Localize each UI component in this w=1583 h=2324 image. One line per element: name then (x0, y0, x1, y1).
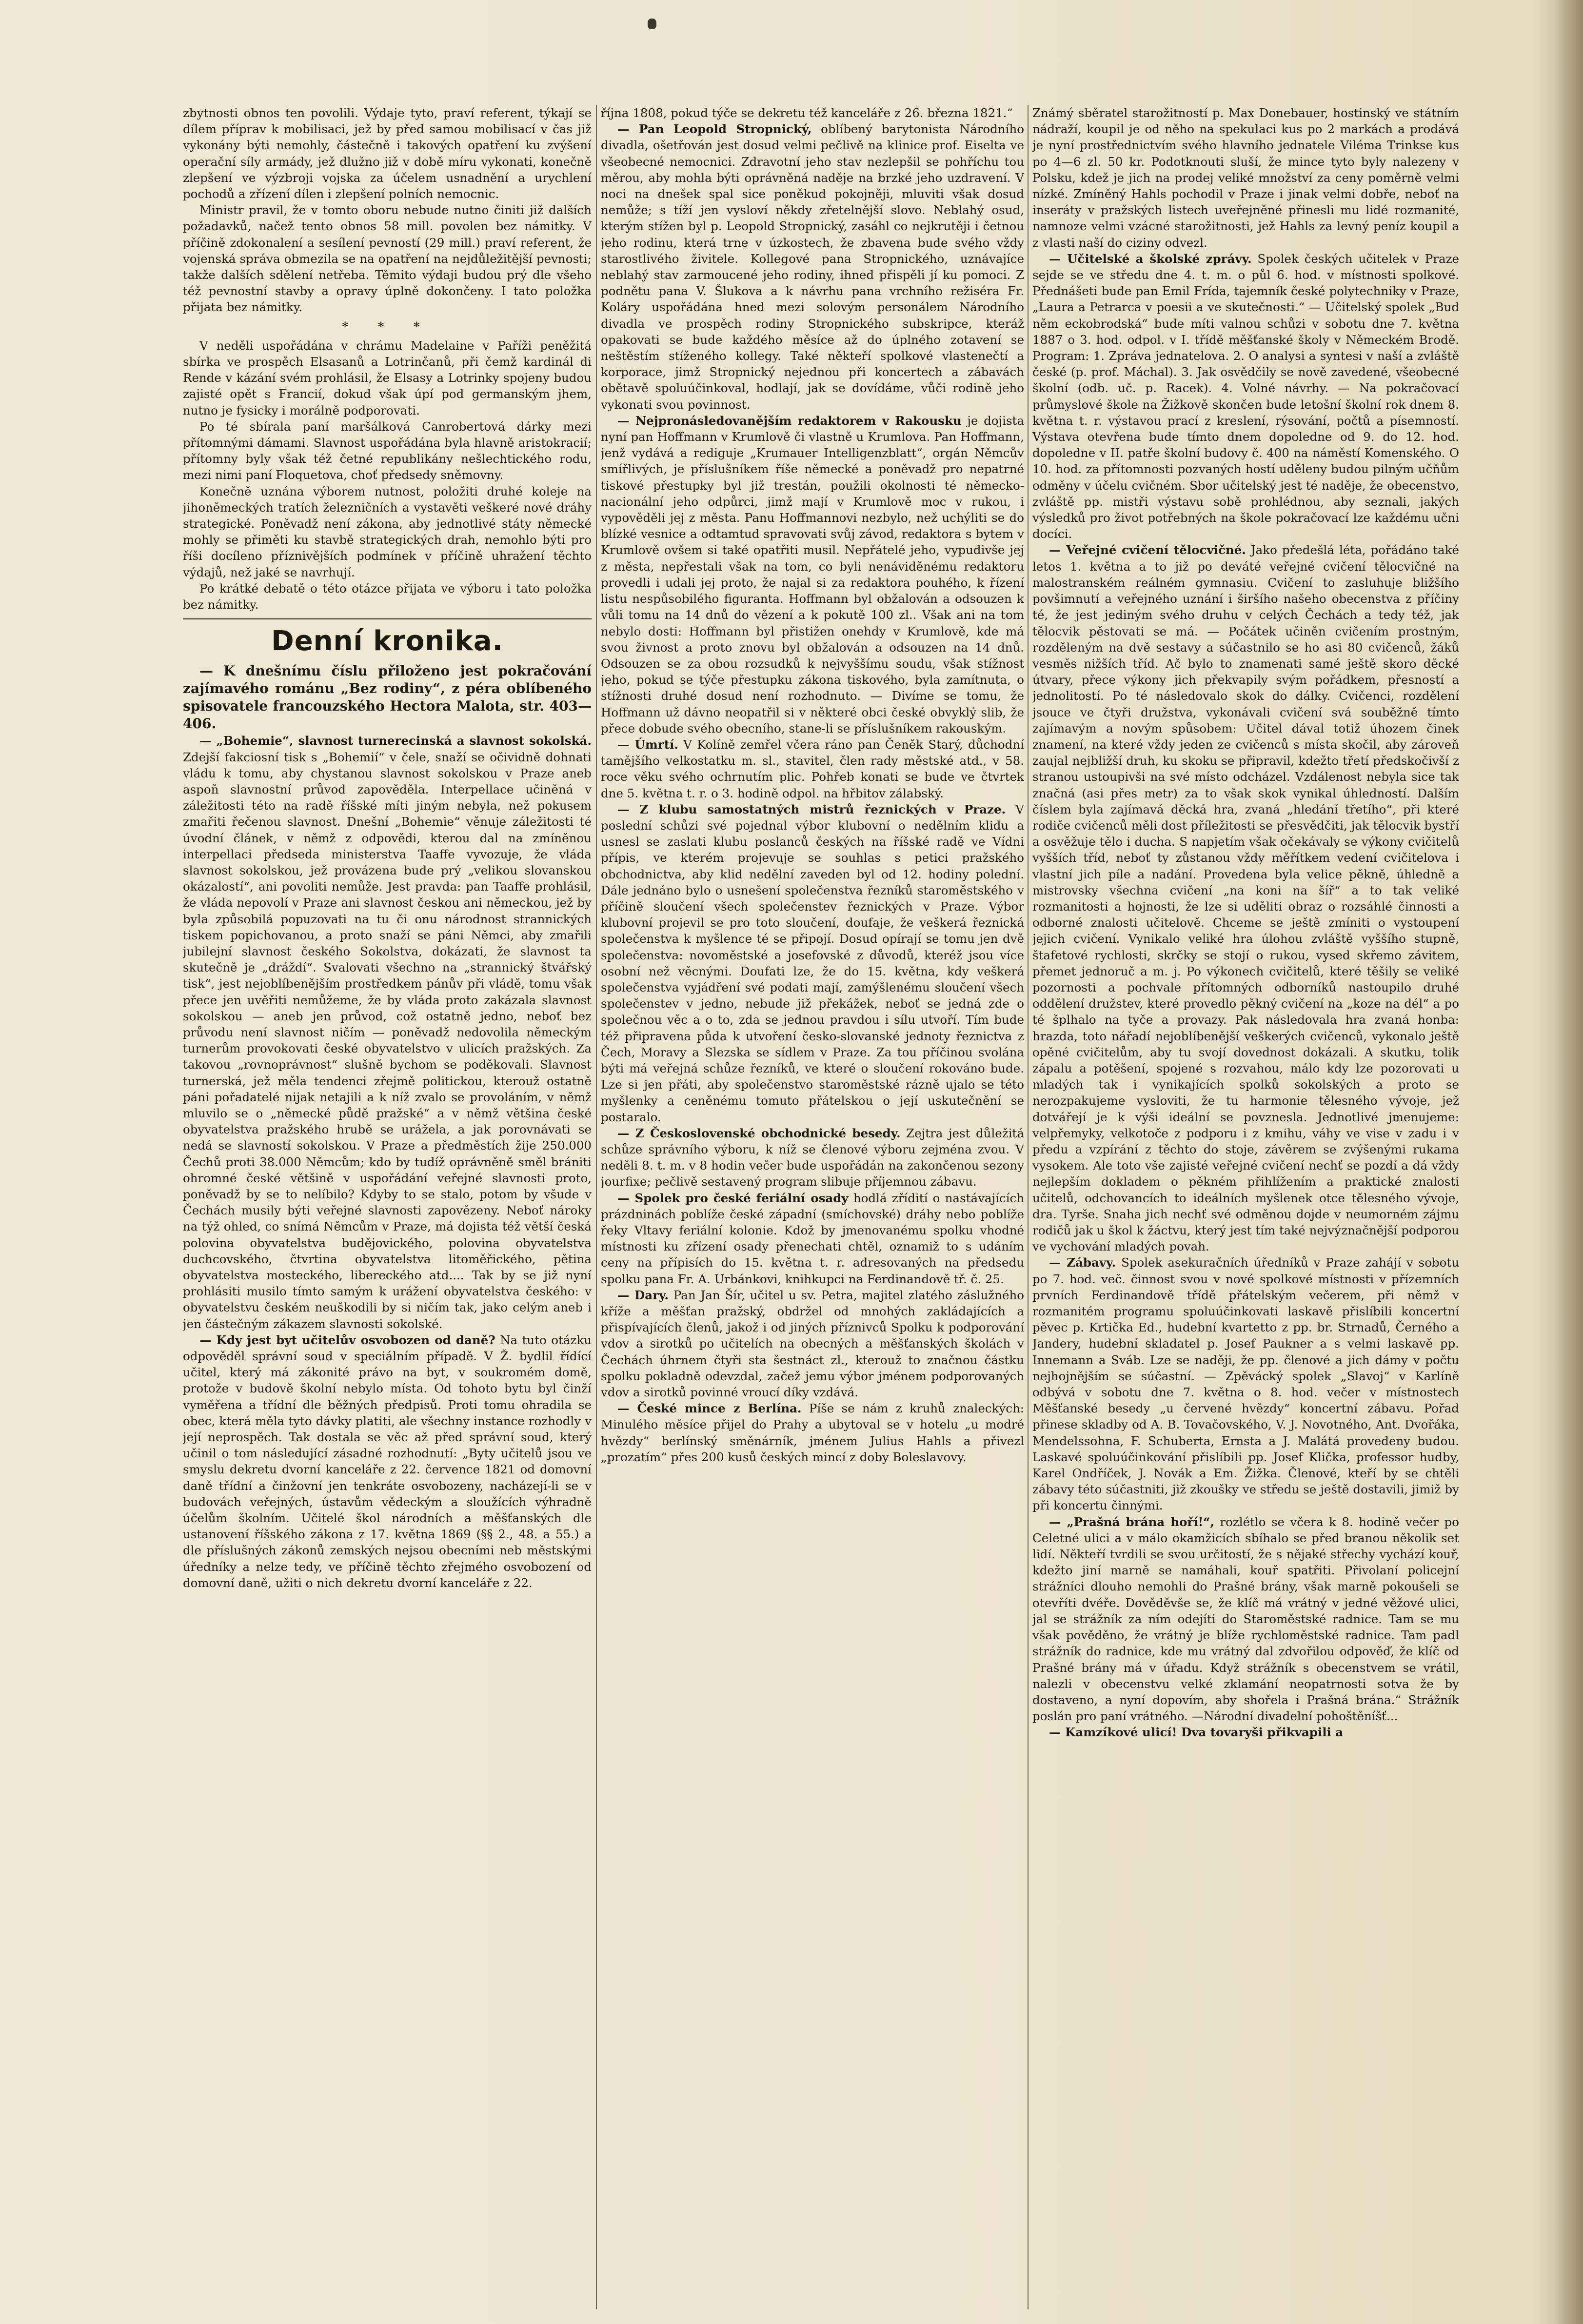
column-3 (1032, 105, 1459, 2309)
column-rule (1028, 105, 1029, 2309)
news-item-body: V Kolíně zemřel včera ráno pan Čeněk Starý, důchodní tamějšího velkostatku m. sl., stavitel, člen rady městské atd., v 58. roce věku svého ochrnutím plic. Pohřeb konati se bude ve čtvrtek dne 5. května t. r. o 3. hodině odpol. na hřbitov zálabský. (601, 737, 1024, 800)
paragraph: Ministr pravil, že v tomto oboru nebude nutno činiti již dalších požadavků, načež tento obnos 58 mill. povolen bez námitky. V příčině zdokonalení a sesílení pevností (29 mill.) praví referent, že vojenská správa obmezila se na opatření na nejdůležitější pevnosti; takže dalších sdělení netřeba. Těmito výdaji budou prý dle všeho též pevnostní stavby a opravy úplně dokončeny. I tato položka přijata bez námitky. (183, 203, 592, 315)
news-item-heading: — Dary. (617, 1288, 669, 1302)
news-item-body: hodlá zřídití o nastávajících prázdninách poblíže české západní (smíchovské) dráhy nebo poblíže řeky Vltavy feriální kolonie. Kdož by jmenovanému spolku vhodné místnosti ku zřízení osady přenechati chtěl, oznamiž to s udáním ceny na přípisích do 15. května t. r. adresovaných na předsedu spolku pana Fr. A. Urbánkovi, knihkupci na Ferdinandově tř. č. 25. (601, 1191, 1024, 1286)
page-edge-shadow (1554, 0, 1583, 2324)
news-item-heading: — Z klubu samostatných mistrů řeznických v Praze. (617, 802, 1006, 816)
news-item-body: Píše se nám z kruhů znaleckých: Minulého měsíce přijel do Prahy a ubytoval se v hotelu „u modré hvězdy“ berlínský směnárník, jménem Julius Hahls a přivezl „prozatím“ přes 200 kusů českých mincí z doby Boleslavovy. (601, 1401, 1024, 1464)
news-item-heading: — Spolek pro české feriální osady (617, 1191, 849, 1205)
news-item (183, 1332, 592, 1591)
paragraph: října 1808, pokud týče se dekretu též kanceláře z 26. března 1821.“ (601, 106, 1013, 120)
news-item-body: Zejtra jest důležitá schůze správního výboru, k níž se členové výboru zejména zvou. V neděli 8. t. m. v 8 hodin večer bude uspořádán na zakončenou sezony jourfixe; pečlivě sestavený program slibuje příjemnou zábavu. (601, 1126, 1024, 1189)
news-item-body: V poslední schůzi své pojednal výbor klubovní o nedělním klidu a usnesl se zaslati klubu poslanců českých na říšské radě ve Vídni přípis, ve kterém projevuje se souhlas s petici pražského obchodnictva, aby klid nedělní zaveden byl od 12. hodiny polední. Dále jednáno bylo o usnešení společenstva řezníků staroměstského v příčině sloučení všech společenstev řeznických v Praze. Výbor klubovní projevil se pro toto sloučení, doufaje, že veškerá řeznická společenstva k myšlence té se připojí. Dosud opírají se tomu jen dvě společenstva: novoměstské a josefovské z důvodů, kteréž jsou více osobní než věcnými. Doufati lze, že do 15. května, kdy veškerá společenstva vyjádření své podati mají, zamýšlenému sloučení všech společenstev v jedno, nebude již překážek, neboť se jedná zde o společnou věc a o to, zda se jednou pravdou i sílu utvoří. Tím bude též připravena půda k utvoření česko-slovanské jednoty řeznictva z Čech, Moravy a Slezska se sídlem v Praze. Za tou příčinou svolána býti má veřejná schůze řezníků, ve které o sloučení rokováno bude. Lze si jen přáti, aby společenstvo staroměstské rázně ujalo se této myšlenky a ceněnému tomuto přátelskou o její uskutečnění se postaralo. (601, 802, 1024, 1124)
news-item (1032, 251, 1459, 542)
news-item (1032, 1724, 1459, 1740)
news-item (601, 1190, 1024, 1287)
news-item (601, 1125, 1024, 1190)
section-headline: Denní kronika. (271, 625, 503, 657)
news-item-heading: — Kdy jest byt učitelův osvobozen od daně? (199, 1332, 495, 1347)
news-item-body: Zdejší fakciosní tisk s „Bohemií“ v čele, snaží se očividně dohnati vládu k tomu, aby chystanou slavnost sokolskou v Praze aneb aspoň slavnostní průvod zapověděla. Interpellace učiněná v záležitosti této na radě říšské míti jiným nebyla, než pokusem zmařiti řečenou slavnost. Dnešní „Bohemie“ věnuje záležitosti té úvodní článek, v němž z odpovědi, kterou dal na zmíněnou interpellaci předseda ministerstva Taaffe vyvozuje, že vláda slavnost sokolskou, jež provázena bude prý „velikou slovanskou okázalostí“, ani povoliti nemůže. Jest pravda: pan Taaffe prohlásil, že vláda nepovolí v Praze ani slavnost českou ani německou, jež by byla způsobilá popuzovati na tu či onu národnost strannických tiskem popichovanou, a proto snaží se páni Němci, aby zmařili jubilejní slavnost českého Sokolstva, dokázati, že slavnost ta skutečně je „dráždí“. Svalovati všechno na „strannický štvářský tisk“, jest nejoblíbenějším prostředkem pánův při vládě, tomu však přece jen uvěřiti nemůžeme, že by vláda proto zakázala slavnost sokolskou — aneb jen průvod, což ostatně jedno, neboť bez průvodu není slavnost ničím — poněvadž nedovolila německým turnerům provokovati české obyvatelstvo v ulicích pražských. Za takovou „rovnoprávnost“ slušně bychom se poděkovali. Slavnost turnerská, jež měla tendenci zřejmě politickou, kterouž ostatně páni pořadatelé nijak netajili a k níž zvalo se provoláním, v němž mluvilo se o „německé půdě pražské“ a v němž většina české obyvatelstva pražského hrubě se urážela, a jak porovnávati se nedá se slavností sokolskou. V Praze a předměstích žije 250.000 Čechů proti 38.000 Němcům; kdo by tudíž oprávněně směl brániti ohromné české většině v uspořádání veřejné slavnosti proto, poněvadž by se to nelíbilo? Kdyby to se stalo, potom by všude v Čechách musily býti veřejné slavnosti zapovězeny. Neboť nároky na týž ohled, co snímá Němcům v Praze, má dojista též větší česká polovina obyvatelstva budějovického, polovina obyvatelstva duchcovského, čtvrtina obyvatelstva litoměřického, pětina obyvatelstva mosteckého, libereckého atd.... Tak by se již nyní prohlásiti musilo tímto samým k urážení obyvatelstva českého: v obyvatelstvu českém neuškodili by si ničím tak, jako celým aneb i jen částečným zákazem slavnosti sokolské. (183, 750, 592, 1331)
column-rule (596, 105, 597, 2309)
section-rule (183, 618, 592, 619)
paragraph: Známý sběratel starožitností p. Max Donebauer, hostinský ve státním nádraží, koupil je od něho na spekulaci kus po 2 markách a prodává je nyní prostřednictvím svého hlavního jednatele Viléma Trinkse kus po 4—6 zl. 50 kr. Podotknouti sluší, že mince tyto byly nalezeny v Polsku, kdež je jich na prodej veliké množství za ceny poměrně velmi nízké. Zmíněný Hahls pochodil v Praze i jinak velmi dobře, neboť na inseráty v pražských listech uveřejněné přinesli mu lidé rozmanité, namnoze velmi vzácné starožitnosti, jež Hahls za levný peníz koupil a z vlasti naší do ciziny odvezl. (1032, 106, 1459, 250)
news-item-heading: — Kamzíkové ulicí! Dva tovaryši přikvapili a (1049, 1725, 1344, 1740)
column-1 (183, 105, 592, 2309)
news-item-body: rozlétlo se včera k 8. hodině večer po Celetné ulici a v málo okamžicích sbíhalo se před branou několik set lidí. Někteří tvrdili se svou určitostí, že s nějaké střechy vychází kouř, kdežto jiní marně se namáhali, kouř spatřiti. Přivolaní policejní strážníci dlouho nemohli do Prašné brány, však marně pokoušeli se otevříti dvéře. Dověděvše se, že klíč má vrátný v jedné věžové ulici, jal se strážník za ním odejíti do Staroměstské radnice. Tam se mu však pověděno, že vrátný je blíže rychloměstské radnice. Tam padl strážník do radnice, kde mu vrátný dal zdvořilou odpověď, že klíč od Prašné brány má v úřadu. Když strážník s obecenstvem se vrátil, nalezli v obecenstvu velké zklamání neopatrnosti sotva že by dostaveno, a nyní dopovím, aby shořela i Prašná brána.“ Strážník poslán pro paní vrátného. —Národní divadelní pohoštěníšť... (1032, 1514, 1459, 1724)
news-item (601, 413, 1024, 736)
news-item (1032, 1514, 1459, 1725)
news-item (1032, 542, 1459, 1254)
news-item (601, 1287, 1024, 1400)
paragraph: Konečně uznána výborem nutnost, položiti druhé koleje na jihoněmeckých tratích železničních a vystavěti veškeré nové dráhy strategické. Poněvadž není zákona, aby jednotlivé státy německé mohly se přiměti ku stavbě strategických drah, nemohlo býti pro říši docíleno příznivějších podmínek v příčině uhražení těchto výdajů, než jaké se navrhují. (183, 484, 592, 579)
news-item-body: Spolek českých učitelek v Praze sejde se ve středu dne 4. t. m. o půl 6. hod. v místnosti spolkové. Přednášeti bude pan Emil Frída, tajemník české polytechniky v Praze, „Laura a Petrarca v poesii a ve skutečnosti.“ — Učitelský spolek „Buď něm eckobrodská“ bude míti valnou schůzi v sobotu dne 7. května 1887 o 3. hod. odpol. v I. třídě měšťanské školy v Německém Brodě. Program: 1. Zpráva jednatelova. 2. O analysi a syntesi v naší a zvláště české (p. prof. Máchal). 3. Jak osvědčily se nově zavedené, všeobecné školní (odb. uč. p. Racek). 4. Volné návrhy. — Na pokračovací průmyslové škole na Žižkově skončen bude letošní školní rok dnem 8. května t. r. výstavou prací z kreslení, rýsování, počtů a písemností. Výstava otevřena bude tímto dnem dopoledne od 9. do 12. hod. dopoledne v II. patře školní budovy č. 400 na náměstí Komenského. O 10. hod. za přítomnosti pozvaných hostí uděleny budou pilným učňům odměny v účelu cvičném. Sbor učitelský jest té naděje, že obecenstvo, zvláště pp. mistři výstavu sobě prohlédnou, aby seznali, jakých výsledků pro život potřebných na škole pokračovací lze každému učni docíci. (1032, 251, 1459, 541)
news-item-heading: — „Bohemie“, slavnost turnerecinská a slavnost sokolská. (199, 734, 592, 748)
news-item-heading: — Pan Leopold Stropnický, (617, 122, 812, 137)
news-item (1032, 1254, 1459, 1513)
lead-notice: — K dnešnímu číslu přiloženo jest pokračování zajímavého románu „Bez rodiny“, z péra oblíbeného spisovatele francouzského Hectora Malota, str. 403—406. (183, 663, 592, 732)
news-item-body: Spolek asekuračních úředníků v Praze zahájí v sobotu po 7. hod. več. činnost svou v nové spolkové místnosti v přízemních prvních Ferdinandově třídě přátelským večerem, při němž v rozmanitém programu spoluúčinkovati laskavě přislíbili koncertní pěvec p. Krtička Ed., hudební kvartetto z pp. br. Strnadů, Černého a Jandery, hudební skladatel p. Josef Paukner a s velmi laskavě pp. Innemann a Sváb. Lze se naději, že pp. členové a jich dámy v počtu nejhojnějším se súčastní. — Zpěvácký spolek „Slavoj“ v Karlíně odbývá v sobotu dne 7. května o 8. hod. večer v místnostech Měšťanské besedy „u červené hvězdy“ koncertní zábavu. Pořad přinese skladby od A. B. Tovačovského, V. J. Novotného, Ant. Dvořáka, Mendelssohna, F. Schuberta, Ernsta a J. Malátá provedeny budou. Laskavé spoluúčinkování přislíbili pp. Josef Klička, professor hudby, Karel Ondříček, J. Novák a Em. Žižka. Členové, kteří by se chtěli zábavy této súčastniti, již zkoušky ve středu se ještě dostavili, jimiž by při koncertu činnými. (1032, 1255, 1459, 1513)
news-item-heading: — Nejpronásledovanějším redaktorem v Rakousku (617, 413, 962, 428)
news-item (601, 801, 1024, 1125)
news-item-heading: — „Prašná brána hoří!“, (1049, 1514, 1215, 1529)
news-item-heading: — Učitelské a školské zprávy. (1049, 251, 1252, 266)
paragraph: Po té sbírala paní maršálková Canrobertová dárky mezi přítomnými dámami. Slavnost uspořádána byla hlavně aristokracií; přítomny byly však též četné republikány nešlechtického rodu, mezi nimi paní Floquetova, choť předsedy sněmovny. (183, 419, 592, 482)
paragraph: Po krátké debatě o této otázce přijata ve výboru i tato položka bez námitky. (183, 581, 592, 612)
news-item (601, 1400, 1024, 1465)
news-item (601, 121, 1024, 413)
news-item-heading: — České mince z Berlína. (617, 1401, 802, 1416)
news-item (601, 736, 1024, 801)
news-item-body: Na tuto otázku odpověděl správní soud v speciálním případě. V Ž. bydlil řídící učitel, který má zákonité právo na byt, v soukromém domě, protože v budově školní nebylo místa. Od tohoto bytu byl činží vyměřena a třídní dle běžných předpisů. Proti tomu ohradila se obec, která měla tyto dávky platiti, ale všechny instance rozhodly v její neprospěch. Tak dostala se věc až před správní soud, který učinil o tom následující zásadné rozhodnutí: „Byty učitelů jsou ve smyslu dekretu dvorní kanceláře z 22. července 1821 od domovní daně třídní a činžovní jen tenkráte osvobozeny, nacházejí-li se v budovách veřejných, ústavům vědeckým a sloužících výhradně účelům školním. Učitelé škol národních a měšťanských dle ustanovení říšského zákona z 17. května 1869 (§§ 2., 48. a 55.) a dle příslušných zákonů zemských nejsou obecními neb městskými úředníky a nelze tedy, ve příčině těchto zřejmého osvobození od domovní daně, užiti o nich dekretu dvorní kanceláře z 22. (183, 1332, 592, 1590)
column-2 (601, 105, 1024, 2309)
news-item-heading: — Zábavy. (1049, 1255, 1116, 1270)
paragraph: V neděli uspořádána v chrámu Madelaine v Paříži peněžitá sbírka ve prospěch Elsasanů a Lotrinčanů, při čemž kardinál di Rende v kázání svém prohlásil, že Elsasy a Lotrinky spojeny budou zajisté opět s Francií, dokud však úpí pod germanským jhem, nutno je fysicky i morálně podporovati. (183, 338, 592, 417)
news-item (183, 733, 592, 1332)
news-item-heading: — Úmrtí. (617, 737, 678, 752)
paragraph: zbytnosti obnos ten povolili. Výdaje tyto, praví referent, týkají se dílem příprav k mobilisaci, jež by před samou mobilisací v čas již vykonány býti nemohly, částečně i takových opatření ku zvýšení operační síly armády, jež dlužno již v době míru vykonati, konečně zlepšení ve výzbroji vojska za účelem usnadnění a urychlení pochodů a zřízení dílen i zlepšení polních nemocnic. (183, 106, 592, 201)
news-item-heading: — Z Československé obchodnické besedy. (617, 1126, 901, 1140)
news-item-heading: — Veřejné cvičení tělocvičné. (1049, 543, 1246, 557)
news-item-body: oblíbený barytonista Národního divadla, ošetřován jest dosud velmi pečlivě na klinice prof. Eiselta ve všeobecné nemocnici. Zdravotní jeho stav nezlepšil se pohříchu tou měrou, aby mohla býti oprávněná naděje na brzké jeho uzdravení. V noci na dnešek spal sice poněkud pokojněji, mluviti však dosud nemůže; s tíží jen vysloví někdy zřetelnější slovo. Neblahý osud, kterým stížen byl p. Leopold Stropnický, zasáhl co nejkrutěji i četnou jeho rodinu, která trne v úzkostech, že zbavena bude svého vždy starostlivého živitele. Kollegové pana Stropnického, uznávajíce neblahý stav zarmoucené jeho rodiny, ihned přispěli jí ku pomoci. Z podnětu pana V. Šlukova a k návrhu pana vrchního režiséra Fr. Koláry uspořádána hned mezi solovým personálem Národního divadla ve prospěch rodiny Stropnického subskripce, kteráž opakovati se bude každého měsíce až do úplného zotavení se neštěstím stíženého kollegy. Také někteří spolkové vlastenečtí a korporace, jimž Stropnický nejednou při koncertech a zábavách obětavě spoluúčinkoval, hodlají, jak se dovídáme, vůči rodině jeho vykonati svou povinnost. (601, 122, 1024, 412)
news-item-body: Jako předešlá léta, pořádáno také letos 1. května a to již po deváté veřejné cvičení tělocvičné na malostranském reálném gymnasiu. Cvičení to zasluhuje bližšího povšimnutí a veřejného uznání i širšího našeho obecenstva z příčiny té, že jest jediným svého druhu v celých Čechách a tedy též, jak tělocvik pěstovati se má. — Počátek učiněn cvičením prostným, rozděleným na dvě sestavy a súčastnilo se ho asi 80 cvičenců, žáků vesměs nižších tříd. Ač bylo to znamenati samé ještě skoro děcké útvary, přece výkony jich překvapily svým pořádkem, přesností a jednolitostí. Po té následovalo skok do dálky. Cvičenci, rozdělení jsouce ve čtyři družstva, vykonávali cvičení svá souběžně tímto zajímavým a novým spůsobem: Učitel dával totiž úhozem činek znamení, na které vždy jeden ze cvičenců s místa skočil, aby zároveň zaujal nejbližší druh, ku skoku se připravil, kdežto třetí předskočivší z stranou ustoupivši na své místo odcházel. Vzdálenost nebyla sice tak značná (asi přes metr) za to však skok vynikal úhledností. Dalším číslem byla zajímavá děcká hra, zvaná „hledání třetího“, při které rodiče cvičenců měli dost příležitosti se přesvědčiti, jak tělocvik bystří a osvěžuje tělo i ducha. S napjetím však očekávaly se výkony cvičitelů vyšších tříd, neboť ty zůstanou vždy měřítkem vedení cvičitelova i vlastní jich píle a nadání. Provedena byla velice pěkně, úhledně a mistrovsky všechna cvičení „na koni na šíř“ a to tak veliké rozmanitosti a hojnosti, že lze si uděliti obraz o rozsáhlé činnosti a odborné znalosti učitelově. Chceme se ještě zmíniti o vystoupení jejich cvičení. Vynikalo veliké hra úlohou zvláště vyššího stupně, štafetové rychlosti, skrčky se stojí o rukou, vysed skřemo závitem, přemet jednoruč a m. j. Po výkonech cvičitelů, které těšily se veliké pozornosti a pochvale přítomných odborníků nastoupilo druhé oddělení družstev, které provedlo pěkný cvičení na „koze na dél“ a po té šplhalo na tyče a provazy. Pak následovala hra zvaná honba: hrazda, toto nářadí nejoblíbenější veškerých cvičenců, vykonalo ještě opěné cvičitelům, aby tu svojí dovednost dokázali. A skutku, tolik zápalu a potěšení, spojené s rozvahou, málo kdy lze pozorovati u mladých tak i vynikajících spolků sokolských a proto se nerozpakujeme vysloviti, že tu harmonie tělesného vývoje, jež dotvářejí je k výši ideální se povznesla. Jednotlivé jmenujeme: velpřemyky, velkotoče z podporu i z kmihu, váhy ve vise v zadu i v předu a vzpírání z těchto do stoje, závěrem se zvýšenými rukama vysokem. Ale toto vše zajisté veřejné cvičení nechť se pozdí a dá vždy nejlepším dokladem o pěkném přihlížením a praktické znalosti učitelů, odchovancích to ideálních myšlenek otce tělesného vývoje, dra. Tyrše. Snaha jich nechť své odměnou dojde v neumorném zájmu rodičů jak u škol k žáctvu, který jest tím také nejvýznačnější podporou ve vychování mladých povah. (1032, 543, 1459, 1254)
ink-blot (648, 19, 656, 29)
section-divider-stars: * * * (342, 319, 433, 334)
news-item-body: Pan Jan Šír, učitel u sv. Petra, majitel zlatého záslužného kříže a měšťan pražský, obdržel od mnohých zakládajících a přispívajících členů, jakož i od jiných příznivců Spolku k podporování vdov a sirotků po učitelích na obecných a měšťanských školách v Čechách úhrnem čtyři sta šestnáct zl., kterouž to značnou částku spolku pokladně odevzdal, začež jemu výbor jménem podporovaných vdov a sirotků povinné vroucí díky vzdává. (601, 1288, 1024, 1400)
news-item-body: je dojista nyní pan Hoffmann v Krumlově či vlastně u Krumlova. Pan Hoffmann, jenž vydává a rediguje „Krumauer Intelligenzblatt“, orgán Němcův smířlivých, je příslušníkem říše německé a poněvadž pro nepatrné tiskové přestupky byl již trestán, použili okolnosti té německo-nacionální jeho odpůrci, jimž mají v Krumlově moc v rukou, i vypověděli jej z města. Panu Hoffmannovi nezbylo, než uchýliti se do blízké vesnice a odtamtud spravovati svůj závod, redaktora s bytem v Krumlově ovšem si také opatřiti musil. Nepřátelé jeho, vypudivše jej z města, nepřestali však na tom, co byli nenáviděnému redaktoru provedli i udali jej proto, že najal si za redaktora pouhého, k řízení listu nespůsobilého figuranta. Hoffmann byl obžalován a odsouzen k vůli tomu na 14 dnů do vězení a k pokutě 100 zl.. Však ani na tom nebylo dosti: Hoffmann byl přistižen onehdy v Krumlově, kde má svou živnost a proto znovu byl obžalován a odsouzen na 14 dnů. Odsouzen se za obou rozsudků k nejvyššímu soudu, však stížnost jeho, pokud se týče přestupku zákona tiskového, byla zamítnuta, o stížnosti druhé dosud není rozhodnuto. — Divíme se tomu, že Hoffmann už dávno neopatřil si v některé obci české obvyklý slib, že přece dobude svého obecního, stane-li se příslušníkem rakouským. (601, 413, 1024, 735)
